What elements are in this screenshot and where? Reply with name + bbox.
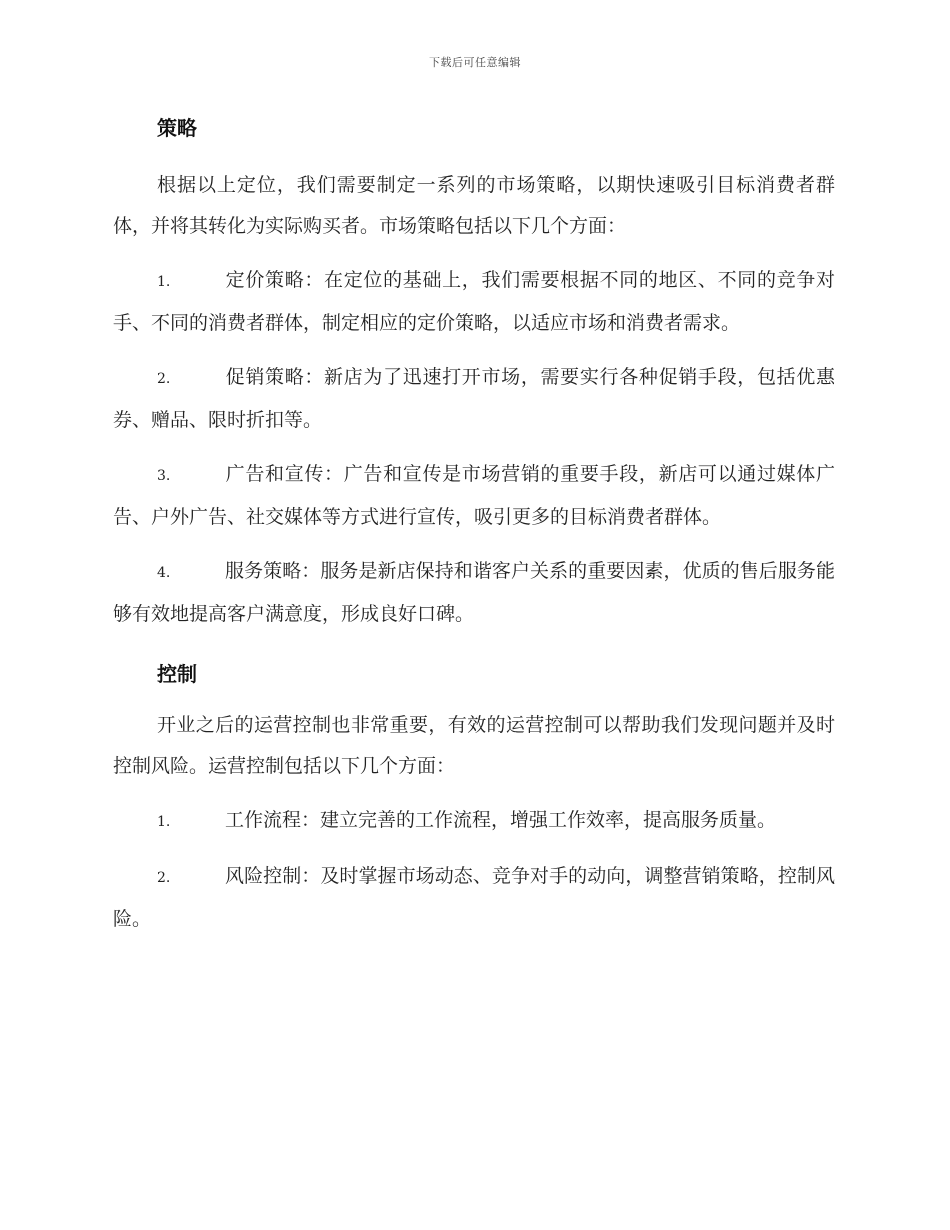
list-item-text: 定价策略：在定位的基础上，我们需要根据不同的地区、不同的竞争对手、不同的消费者群体，制定相应的定价策略，以适应市场和消费者需求。 (113, 269, 835, 334)
list-item-number: 4. (157, 565, 171, 581)
list-item (113, 357, 835, 441)
list-item-text: 服务策略：服务是新店保持和谐客户关系的重要因素，优质的售后服务能够有效地提高客户满意度，形成良好口碑。 (113, 560, 835, 625)
list-item (113, 454, 835, 538)
list-item-number: 1. (157, 274, 171, 290)
list-item-number: 2. (157, 870, 171, 886)
list-item (113, 551, 835, 635)
list-item-number: 1. (157, 814, 171, 830)
header-note: 下载后可任意编辑 (429, 56, 521, 69)
list-item-number: 2. (157, 371, 171, 387)
section-intro-control: 开业之后的运营控制也非常重要，有效的运营控制可以帮助我们发现问题并及时控制风险。运营控制包括以下几个方面： (113, 714, 835, 777)
document-body (113, 108, 835, 940)
list-item-text: 广告和宣传：广告和宣传是市场营销的重要手段，新店可以通过媒体广告、户外广告、社交媒体等方式进行宣传，吸引更多的目标消费者群体。 (113, 463, 835, 528)
list-item (113, 856, 835, 940)
list-item (113, 800, 835, 843)
list-item-text: 风险控制：及时掌握市场动态、竞争对手的动向，调整营销策略，控制风险。 (113, 865, 835, 930)
list-item (113, 260, 835, 344)
section-intro-strategy: 根据以上定位，我们需要制定一系列的市场策略，以期快速吸引目标消费者群体，并将其转化为实际购买者。市场策略包括以下几个方面： (113, 174, 835, 237)
section-title-control: 控制 (157, 662, 197, 686)
section-title-strategy: 策略 (157, 116, 197, 140)
list-item-text: 工作流程：建立完善的工作流程，增强工作效率，提高服务质量。 (225, 809, 777, 831)
list-item-number: 3. (157, 468, 171, 484)
list-item-text: 促销策略：新店为了迅速打开市场，需要实行各种促销手段，包括优惠券、赠品、限时折扣等。 (113, 366, 835, 431)
